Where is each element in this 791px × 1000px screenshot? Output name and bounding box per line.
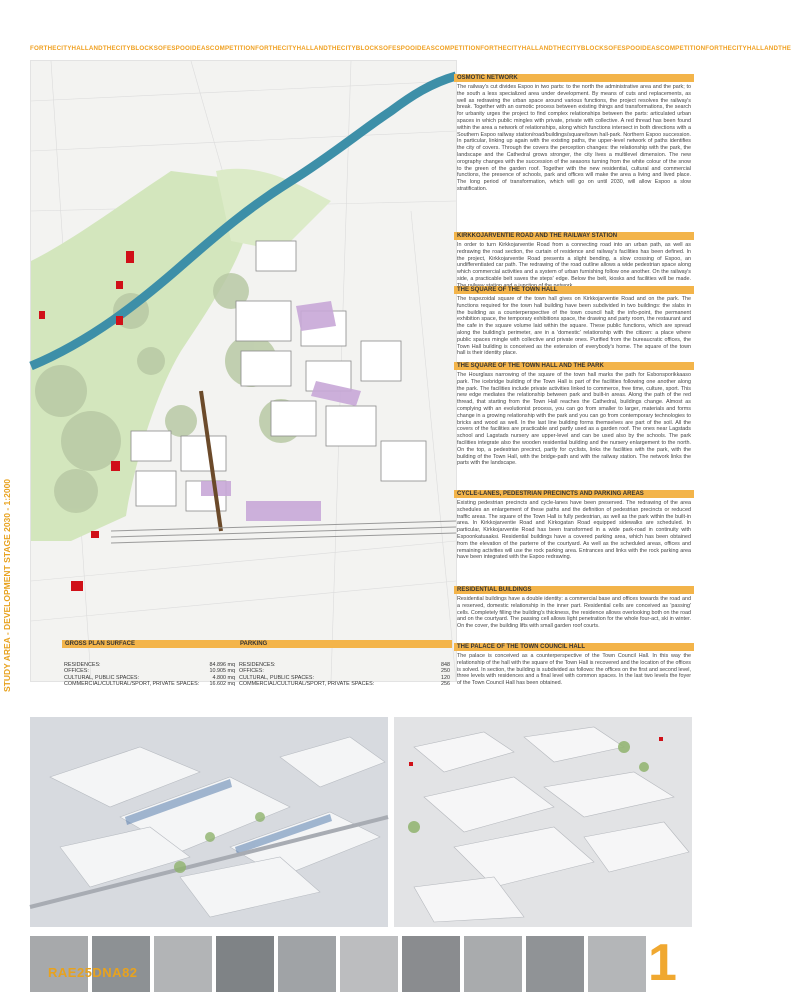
section-title: THE SQUARE OF THE TOWN HALL AND THE PARK xyxy=(454,362,694,370)
section-title: KIRKKOJARVENTIE ROAD AND THE RAILWAY STATION xyxy=(454,232,694,240)
gross-plan-table xyxy=(62,640,237,687)
photo-strip xyxy=(30,936,692,992)
table-row: RESIDENCES: 848 xyxy=(239,662,450,668)
section-residential-buildings xyxy=(454,586,694,630)
photo-thumbnail xyxy=(278,936,336,992)
section-title: THE PALACE OF THE TOWN COUNCIL HALL xyxy=(454,643,694,651)
vertical-title: STUDY AREA - DEVELOPMENT STAGE 2030 - 1:2000 xyxy=(2,478,12,692)
photo-thumbnail xyxy=(526,936,584,992)
photo-thumbnail xyxy=(402,936,460,992)
aerial-render-right xyxy=(394,717,692,927)
section-body: In order to turn Kirkkojarventie Road from a connecting road into an urban path, as well as redrawing the road section, the curtain of residence and railway's facilities has been defined. In the project, Kirkkojarventie Road presents a slight bending, a slow crossing of Espoo, an undifferentiated car path. The redrawing of the road outline allows a wide pedestrian space along which commercial activities and a system of urban furnishing follow one another. On the railway's side, a practicable belt saves the steps' edge. Below the belt, kiosks and facilities will be made. xyxy=(457,242,691,282)
section-town-hall-square xyxy=(454,286,694,357)
table-row: CULTURAL, PUBLIC SPACES: 120 xyxy=(239,674,450,681)
photo-thumbnail xyxy=(340,936,398,992)
section-title: THE SQUARE OF THE TOWN HALL xyxy=(454,286,694,294)
section-town-council-hall xyxy=(454,643,694,687)
photo-thumbnail xyxy=(154,936,212,992)
sheet-number: 1 xyxy=(648,934,677,992)
section-title: OSMOTIC NETWORK xyxy=(454,74,694,82)
section-body: Existing pedestrian precincts and cycle-lanes have been preserved. The redrawing of the area schedules an enlargement of these paths and the definition of pedestrian precincts or reduced traffic areas. The square of the Town Hall is fully pedestrian, as well as the park within the built-in area. In Kirkkojarventie Road and Kirkogatan Road equipped sidewalks are scheduled. In particular, Kirkkojarventie Road has been transformed in a wide park-road in continuity with Espoonkatuaaksi. Residential buildings have a covered parking area, which has been obtained from the elevation of the parterre of the courtyard. As well as the scheduled areas, offices and remaining activities will use the rock parking area. Entrances and links with the rock parking area have been integrated with the Espoo redrawing. xyxy=(457,500,691,561)
section-body: The railway's cut divides Espoo in two parts: to the north the administrative area and the park; to the south a less specialized area under development. By means of cuts and replacements, as well as redrawing the urban space around various functions, the project resolves the railway's break. Together with an osmotic process between existing things and transformations, the search for urbanity urges the project to find complex relationships between the parts: articulated urban spaces in which public mingles with private, private with collective. A red thread has been found within the area a network of relationships, along which functions intersect in both directions with a Southern Espoo railway station/road/buildings/square/town hall-park. Northern Espoo succession. In particular, linking up again with the existing paths, the upper-level network of paths identifies the city of covers. Through the covers the perception changes: the relationship with the park, the landscape and the Cathedral grows stronger, the city lives a multilevel dimension. The new orography changes with the succession of the seasons turning from the white colour of the snow to the green of the garden roof. Together with the new residential, cultural and commercial functions, the presence of schools, park and offices will make the area a living and lived place. The long period of transformation, which will go on until 2030, will allow Espoo a slow stratification. xyxy=(457,84,691,192)
site-plan-map xyxy=(30,60,457,682)
photo-thumbnail xyxy=(464,936,522,992)
entry-code: RAE25DNA82 xyxy=(48,965,138,980)
section-body: The palace is conceived as a counterperspective of the Town Council Hall. In this way the relationship of the hall with the square of the Town Hall is recovered and the location of the offices is solved. In section, the building is subdivided as follows: the offices on the first and second level, three levels with residences and a final level with common spaces. In the last two levels the foyer of the Town Council Hall has been obtained. xyxy=(457,653,691,687)
park-area-north xyxy=(216,169,331,251)
railway xyxy=(111,521,456,543)
section-kirkkojarventie-road xyxy=(454,232,694,290)
section-osmotic-network xyxy=(454,74,694,193)
competition-banner: FORTHECITYHALLANDTHECITYBLOCKSOFESPOOIDEASCOMPETITIONFORTHECITYHALLANDTHECITYBLOCKSOFESPOOIDEASCOMPETITIONFORTHECITYHALLANDTHECITYBLOCKSOFESPOOIDEASCOMPETITIONFORTHECITYHALLANDTHE xyxy=(30,45,791,52)
table-row: COMMERCIAL/CULTURAL/SPORT, PRIVATE SPACES: 256 xyxy=(239,680,450,687)
table-row: CULTURAL, PUBLIC SPACES: 4.800 mq xyxy=(64,674,235,681)
section-title: CYCLE-LANES, PEDESTRIAN PRECINCTS AND PARKING AREAS xyxy=(454,490,694,498)
parking-table xyxy=(237,640,452,687)
section-body: Residential buildings have a double identity: a commercial base and offices towards the road and a reserved, domestic relationship in the inner part. Residential cells are conceived as 'passing' cells. Completely filling the building's thickness, the residence allows overlooking both on the road and on the courtyard. The passing cell allows light penetration for the whole four-act, ski in winter. On the cover, the building lifts with small garden roof courts. xyxy=(457,596,691,630)
table-row: OFFICES: 10.905 mq xyxy=(64,668,235,675)
aerial-render-left xyxy=(30,717,388,927)
render-right-drawing xyxy=(394,717,692,927)
vertical-title-wrapper xyxy=(2,478,16,972)
table-row: RESIDENCES: 84.896 mq xyxy=(64,662,235,668)
photo-thumbnail xyxy=(92,936,150,992)
section-body: The trapezoidal square of the town hall gives on Kirkkojarventie Road and on the park. The functions required for the town hall building have been subdivided in two buildings: the slabs in the building as a counterperspective of the town council hall; the info-point, the permanent exhibition space, the temporary exhibitions space, the drawing and party room, the restaurant and the cafe in the square volume laid within the square. These public functions, which are spread along the building's perimeter, are in a 'domestic' relationship with the citizen: a place where public spaces mingle with collective and private ones. Purified from the bureaucratic offices, the Town Hall building is conceived as the extension of everybody's home. The square of the town hall is their identity place. xyxy=(457,296,691,357)
table-row: COMMERCIAL/CULTURAL/SPORT, PRIVATE SPACES: 16.602 mq xyxy=(64,680,235,687)
render-left-drawing xyxy=(30,717,388,927)
photo-thumbnail xyxy=(216,936,274,992)
site-plan-drawing xyxy=(31,61,456,681)
table-row: OFFICES: 250 xyxy=(239,668,450,675)
photo-thumbnail xyxy=(588,936,646,992)
section-body: The Hourglass narrowing of the square of the town hall marks the path for Esbonsporikkaaso park. The icebridge building of the Town Hall is part of the facilities following one another along the park. The facilities include private activities linked to commerce, free time, culture, sport. This new edge mediates the relationship between park and built-in areas. Along the path of the red thread, that starting from the Town Hall reaches the Cathedral, buildings change. Almost as complying with an evolutionist process, you can go from smaller to larger, materials and forms change in a growing relationship with the park and you can go from contemporary technologies to bricks and wood as well. In the last line building forms themselves are part of the soil. All the covers of the facilities are practicable and partly used as a garden roof. The ones near Lagstads school and Lagstads nursery are upper-level and can be used also by the schools. The park facilities integrate also the wooden residential building and the nursery enlargement to the north. On the top, a pedestrian precinct, partly for cyclists, links the facilities with the park, with the building of the Town Hall, with the bridge-path and with the railway station. The network links the parts with the landscape. xyxy=(457,372,691,467)
section-cycle-lanes xyxy=(454,490,694,561)
gross-plan-title: GROSS PLAN SURFACE xyxy=(62,640,237,648)
photo-thumbnail xyxy=(30,936,88,992)
parking-title: PARKING xyxy=(237,640,452,648)
section-title: RESIDENTIAL BUILDINGS xyxy=(454,586,694,594)
section-town-hall-and-park xyxy=(454,362,694,467)
